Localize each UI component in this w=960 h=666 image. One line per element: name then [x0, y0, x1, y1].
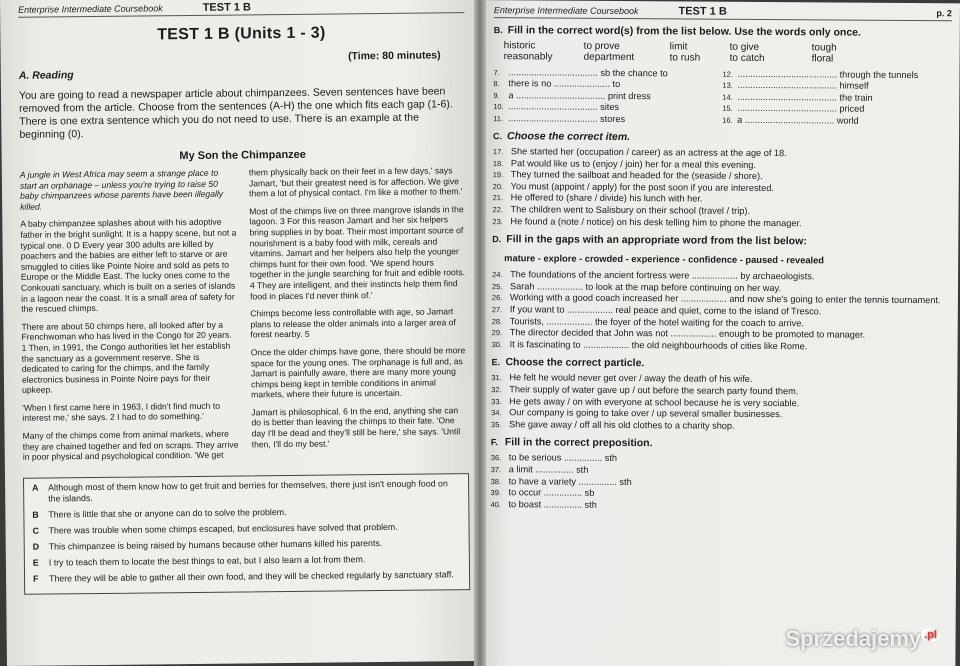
list-item: 23. He found a (note / notice) on his desk telling him to phone the manager. — [492, 215, 802, 228]
word: department — [583, 51, 635, 64]
article-column-2 — [249, 165, 469, 467]
word: to give — [729, 41, 760, 53]
watermark-badge: .pl — [921, 628, 940, 642]
option-letter: A — [32, 482, 39, 493]
option-letter: E — [32, 557, 39, 568]
list-item: 28. Tourists, .................. the foyer of the hotel waiting for the coach to arrive. — [491, 315, 804, 328]
fill-row: 13. ....................................... himself — [722, 80, 869, 92]
fill-row: 12. ....................................... through the tunnels — [722, 68, 919, 81]
option-letter: D — [32, 541, 40, 552]
test-number: TEST 1 B — [678, 5, 727, 18]
article-paragraph: Many of the chimps come from animal markets, where they are chained together and fed on scraps. They arrive in poor physical and psychological condition. 'We get — [22, 428, 239, 463]
book-title: Enterprise Intermediate Coursebook — [18, 3, 163, 15]
option-letter: F — [33, 573, 39, 584]
list-item: 29. The director decided that John was not .................. enough to be promoted to manager. — [491, 327, 866, 340]
article-paragraph: There are about 50 chimps here, all looked after by a Frenchwoman who has lived in the Congo for 20 years. 1 Then, in 1991, the Congo authorities let her establish the sanctuary as a government reserve. She is dedicated to caring for the chimps, and the family electronics business in Pointe Noire pays for their upkeep. — [21, 319, 232, 396]
fill-row: 7. ................................... sb the chance to — [493, 67, 668, 79]
list-item: 27. If you want to .................. real peace and quiet, come to the island of Tresco. — [491, 304, 822, 317]
word-list-b — [504, 40, 952, 65]
section-b-heading: B. Fill in the correct word(s) from the list below. Use the words only once. — [493, 24, 861, 39]
option-item — [33, 553, 461, 568]
option-text: This chimpanzee is being raised by humans because other humans killed his parents. — [48, 537, 383, 552]
list-item: 18. Pat would like us to (enjoy / join) her for a meal this evening. — [492, 157, 757, 170]
list-item: 26. Working with a good coach increased her .................. and now she's going to enter the tennis tournament. — [491, 292, 941, 306]
section-e-items — [491, 372, 949, 433]
fill-row: 10. ................................... sites — [493, 101, 620, 113]
list-item: 34. Our company is going to take over / up several smaller businesses. — [491, 407, 783, 420]
list-item: 32. Their supply of water gave up / out before the search party found them. — [491, 384, 799, 397]
option-text: There is little that she or anyone can do to solve the problem. — [48, 506, 287, 520]
section-f-items — [490, 452, 948, 513]
list-item: 21. He offered to (share / divide) his lunch with her. — [492, 192, 703, 204]
list-item: 20. You must (appoint / apply) for the post soon if you are interested. — [492, 181, 774, 193]
sentence-options-box — [23, 473, 470, 595]
article-paragraph: A baby chimpanzee splashes about with his adoptive father in the bright sunlight. It is a happy scene, but not a typical one. 0 D Every year 300 adults are killed by poachers and the babies are either left to starve or are smuggled to cities like Pointe Noire and sold as pets to Europe or the Middle East. The lucky ones come to the Conkouati sanctuary, which is built on a series of islands in a lagoon near the coast. It is a small area of safety for the rescued chimps. — [20, 217, 237, 314]
word: to prove — [583, 40, 620, 52]
test-title: TEST 1 B (Units 1 - 3) — [157, 24, 326, 44]
list-item: 35. She gave away / off all his old clothes to a charity shop. — [491, 418, 735, 431]
word: to catch — [729, 52, 765, 64]
section-f-heading: F. Fill in the correct preposition. — [490, 436, 653, 450]
word: reasonably — [503, 51, 553, 63]
fill-row: 14. ....................................... the train — [722, 91, 873, 103]
reading-instructions: You are going to read a newspaper article about chimpanzees. Seven sentences have been removed from the article. Choose from the sentences (A-H) the one which fits each gap (1-6). There is one extra sentence which you do not need to use. There is an example at the beginning (0). — [18, 85, 453, 141]
watermark-logo: Sprzedajemy $^{.pl}$ — [785, 626, 940, 652]
section-d-heading: D. Fill in the gaps with an appropriate word from the list below: — [492, 233, 807, 248]
word: historic — [503, 40, 536, 52]
section-e-heading: E. Choose the correct particle. — [491, 356, 645, 370]
article-paragraph: Jamart is philosophical. 6 In the end, anything she can do is better than leaving the chimps to their fate. 'One day I'll be dead and they'll still be here,' she says. 'Until then, I'll do my best.' — [251, 405, 461, 450]
article-paragraph: Most of the chimps live on three mangrove islands in the lagoon. 3 For this reason Jamart and her six helpers bring supplies in by boat. Their most important source of nourishment is a baby food with milk, cereals and vitamins. Jamart and her helpers also help the younger chimps hunt for their own food. 'We spend hours together in the jungle searching for fruit and edible roots. 4 They are intelligent, and their instincts help them find food in places I'd never think of.' — [249, 203, 465, 301]
option-item — [32, 478, 460, 504]
running-header — [18, 0, 464, 18]
book-spine — [474, 0, 486, 666]
fill-row: 15. ....................................... priced — [722, 103, 865, 114]
list-item: 38. to have a variety ............... sth — [490, 475, 632, 487]
list-item: 33. He gets away / on with everyone at school because he is very sociable. — [491, 395, 800, 408]
running-header — [494, 4, 952, 21]
word-list-d: mature - explore - crowded - experience - confidence - paused - revealed — [504, 253, 825, 266]
article-title: My Son the Chimpanzee — [179, 148, 306, 163]
word: floral — [811, 53, 834, 65]
list-item: 40. to boast ............... sth — [490, 498, 597, 510]
article-paragraph: A jungle in West Africa may seem a strange place to start an orphanage – unless you're trying to raise 50 baby chimpanzees whose parents have been illegally killed. — [19, 167, 224, 212]
list-item: 25. Sarah .................. to look at the map before continuing on her way. — [491, 280, 782, 293]
option-text: There they will be able to gather all their own food, and they will be checked regularly by sanctuary staff. — [49, 569, 454, 584]
article-paragraph: Once the older chimps have gone, there should be more space for the young ones. The orphanage is full and, as Jamart is painfully aware, there are many more young chimps being kept in terrible conditions in animal markets, where their future is uncertain. — [250, 345, 466, 400]
option-text: Although most of them know how to get fruit and berries for themselves, there just isn't enough food on the islands. — [48, 478, 448, 504]
option-text: I try to teach them to locate the best things to eat, but I also learn a lot from them. — [48, 554, 366, 568]
section-c-heading: C. Choose the correct item. — [493, 130, 631, 144]
word: limit — [669, 41, 688, 53]
list-item: 37. a limit ............... sth — [490, 464, 589, 475]
article-column-1 — [20, 168, 240, 470]
fill-row: 8. there is no ...................... to — [493, 78, 621, 90]
option-item — [33, 537, 461, 552]
option-letter: B — [32, 509, 39, 520]
fill-row: 9. a ................................... print dress — [493, 90, 651, 102]
list-item: 39. to occur ............... sb — [490, 487, 595, 498]
right-page — [475, 0, 960, 666]
word: tough — [811, 42, 837, 54]
fill-row: 16. a ................................... world — [722, 114, 859, 126]
list-item: 30. It is fascinating to .................. the old neighbourhoods of cities like Rome. — [491, 338, 808, 352]
article-body — [20, 165, 469, 469]
option-letter: C — [32, 525, 39, 536]
list-item: 22. The children went to Salisbury on their school (travel / trip). — [492, 204, 751, 216]
test-number: TEST 1 B — [202, 1, 252, 14]
section-c-items — [492, 146, 951, 230]
fill-row: 11. ................................... stores — [493, 112, 626, 124]
option-text: There was trouble when some chimps escaped, but enclosures have solved that problem. — [48, 521, 398, 536]
time-limit: (Time: 80 minutes) — [347, 49, 441, 63]
option-item — [33, 521, 461, 536]
list-item: 17. She started her (occupation / career) as an actress at the age of 18. — [492, 146, 787, 159]
option-item — [32, 505, 460, 520]
page-number: p. 2 — [936, 8, 952, 19]
article-paragraph: 'When I first came here in 1963, I didn't find much to interest me,' she says. 2 I had to do something.' — [22, 400, 221, 424]
section-d-items — [492, 269, 951, 353]
word: to rush — [669, 52, 701, 64]
book-title: Enterprise Intermediate Coursebook — [493, 5, 639, 17]
section-a-heading: A. Reading — [18, 69, 74, 82]
list-item: 24. The foundations of the ancient fortress were .................. by archaeologists. — [492, 269, 815, 282]
list-item: 36. to be serious ............... sth — [490, 452, 618, 464]
list-item: 19. They turned the sailboat and headed for the (seaside / shore). — [492, 169, 763, 182]
article-paragraph: Chimps become less controllable with age, so Jamart plans to release the older animals into a larger area of forest nearby. 5 — [250, 306, 456, 340]
article-paragraph: them physically back on their feet in a few days,' says Jamart, 'but their greatest need is for affection. We give them a lot of physical contact. I'm like a mother to them.' — [248, 165, 463, 199]
option-item — [33, 569, 461, 584]
list-item: 31. He felt he would never get over / away the death of his wife. — [491, 372, 753, 385]
fill-in-rows — [493, 67, 951, 127]
